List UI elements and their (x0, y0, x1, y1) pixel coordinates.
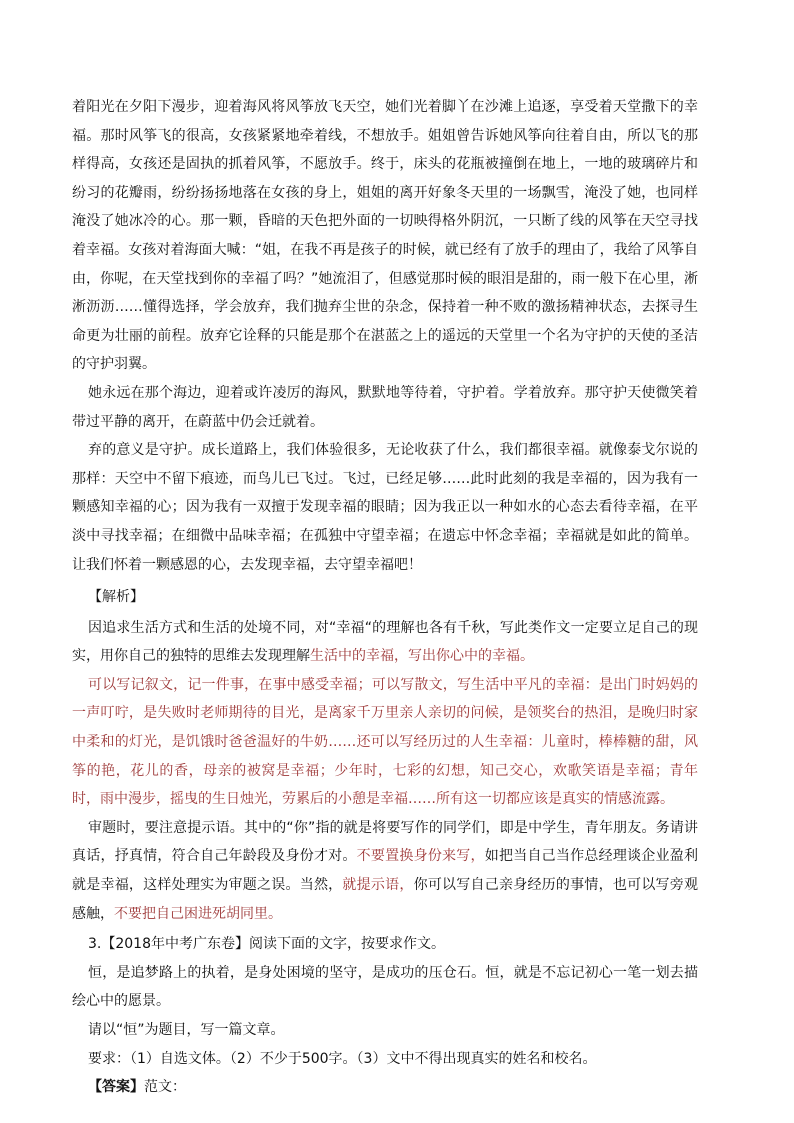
analysis-text: 因追求生活方式和生活的处境不同，对“幸福“的理解也各有千秋，写此类作文一定要立足自己的现实，用你自己的独特的思维去发现理解 (72, 619, 698, 665)
question-requirements: 要求：（1）自选文体。（2）不少于500字。（3）文中不得出现真实的姓名和校名。 (88, 1050, 597, 1067)
essay-paragraph-1: 着阳光在夕阳下漫步，迎着海风将风筝放飞天空，她们光着脚丫在沙滩上追逐，享受着天堂撒下的幸福。那时风筝飞的很高，女孩紧紧地牵着线，不想放手。姐姐曾告诉她风筝向往着自由，所以飞的那样得高，女孩还是固执的抓着风筝，不愿放手。终于，床头的花瓶被撞倒在地上，一地的玻璃碎片和纷习的花瓣雨，纷纷扬扬地落在女孩的身上，姐姐的离开好象冬天里的一场飘雪，淹没了她，也同样淹没了她冰冷的心。那一颗，昏暗的天色把外面的一切映得格外阴沉，一只断了线的风筝在天空寻找着幸福。女孩对着海面大喊：“姐，在我不再是孩子的时候，就已经有了放手的理由了，我给了风筝自由，你呢，在天堂找到你的幸福了吗？”她流泪了，但感觉那时候的眼泪是甜的，雨一般下在心里，淅淅沥沥……懂得选择，学会放弃，我们抛弃尘世的杂念，保持着一种不败的激扬精神状态，去探寻生命更为壮丽的前程。放弃它诠释的只能是那个在湛蓝之上的遥远的天堂里一个名为守护的天使的圣洁的守护羽翼。 (72, 99, 698, 373)
essay-paragraph-2: 她永远在那个海边，迎着或许凌厉的海风，默默地等待着，守护着。学着放弃。那守护天使微笑着带过平静的离开，在蔚蓝中仍会迁就着。 (72, 384, 698, 430)
analysis-highlight: 生活中的幸福，写出你心中的幸福。 (310, 648, 534, 665)
essay-paragraph-3: 弃的意义是守护。成长道路上，我们体验很多，无论收获了什么，我们都很幸福。就像泰戈尔说的那样：天空中不留下痕迹，而鸟儿已飞过。飞过，已经足够……此时此刻的我是幸福的，因为我有一颗感知幸福的心；因为我有一双擅于发现幸福的眼睛；因为我正以一种如水的心态去看待幸福，在平淡中寻找幸福；在细微中品味幸福；在孤独中守望幸福；在遗忘中怀念幸福；幸福就是如此的简单。让我们怀着一颗感恩的心，去发现幸福，去守望幸福吧！ (72, 442, 698, 573)
question-prompt: 恒，是追梦路上的执着，是身处困境的坚守，是成功的压仓石。恒，就是不忘记初心一笔一划去描绘心中的愿景。 (72, 964, 698, 1010)
analysis-highlight: 所有这一切都应该是真实的情感流露。 (436, 791, 674, 808)
analysis-highlight: 还可以写经历过的人生幸福： (356, 734, 542, 751)
question-heading (72, 930, 698, 959)
analysis-paragraph-2 (72, 671, 698, 814)
analysis-highlight: 感受幸福；可以写散文， (300, 676, 457, 693)
analysis-highlight: 写生活中平凡的幸福：是出门时妈妈的一声叮咛，是失败时老师期待的目光，是 (72, 676, 699, 722)
analysis-text: 审题时，要注意提示语。其中的“你”指的就是将要写作的同学们，即是中学生，青年朋友。务请讲真话，抒真情，符合自己年龄段及身份才对。 (72, 819, 698, 865)
question-instruction: 阅读下面的文字，按要求作文。 (249, 936, 445, 953)
analysis-highlight: 欢歌笑语是幸福；青年时，雨中漫步，摇曳的生日烛光，劳累后的小憩是幸福…… (72, 762, 699, 808)
analysis-paragraph-3 (72, 814, 698, 928)
analysis-text: 你可以写自己亲身经历的事情，也可以写旁观感触， (72, 877, 699, 922)
analysis-label: 【解析】 (88, 589, 144, 606)
question-task: 请以“恒”为题目，写一篇文章。 (88, 1022, 285, 1038)
answer-label: 【答案】 (88, 1079, 144, 1096)
analysis-highlight: 就提示语， (342, 877, 414, 894)
analysis-highlight: 儿童时，棒棒糖的甜，风筝的艳，花儿的香，母亲的被窝是幸福；少年时， (72, 734, 699, 779)
analysis-highlight: 可以写记叙文，记一件事，在事中 (88, 676, 301, 693)
analysis-highlight: 离家千万里亲人亲切的问候， (328, 705, 514, 722)
answer-text: 范文： (144, 1079, 186, 1096)
answer-line (72, 1073, 698, 1102)
analysis-text: 如把当自己当作总经理谈企业盈利就是幸福，这样处理实为审题之误。当然， (72, 848, 699, 894)
analysis-paragraph-1 (72, 614, 698, 671)
question-number: 3.【2018年中考广东卷】 (88, 936, 249, 953)
analysis-highlight: 不要把自己困进死胡同里。 (114, 905, 282, 922)
analysis-highlight: 是领奖台的热泪，是晚归时家中柔和的灯光，是饥饿时爸爸温好的牛奶…… (72, 705, 699, 751)
analysis-highlight: 七彩的幻想，知己交心， (392, 762, 553, 779)
analysis-highlight: 不要置换身份来写， (356, 848, 485, 865)
